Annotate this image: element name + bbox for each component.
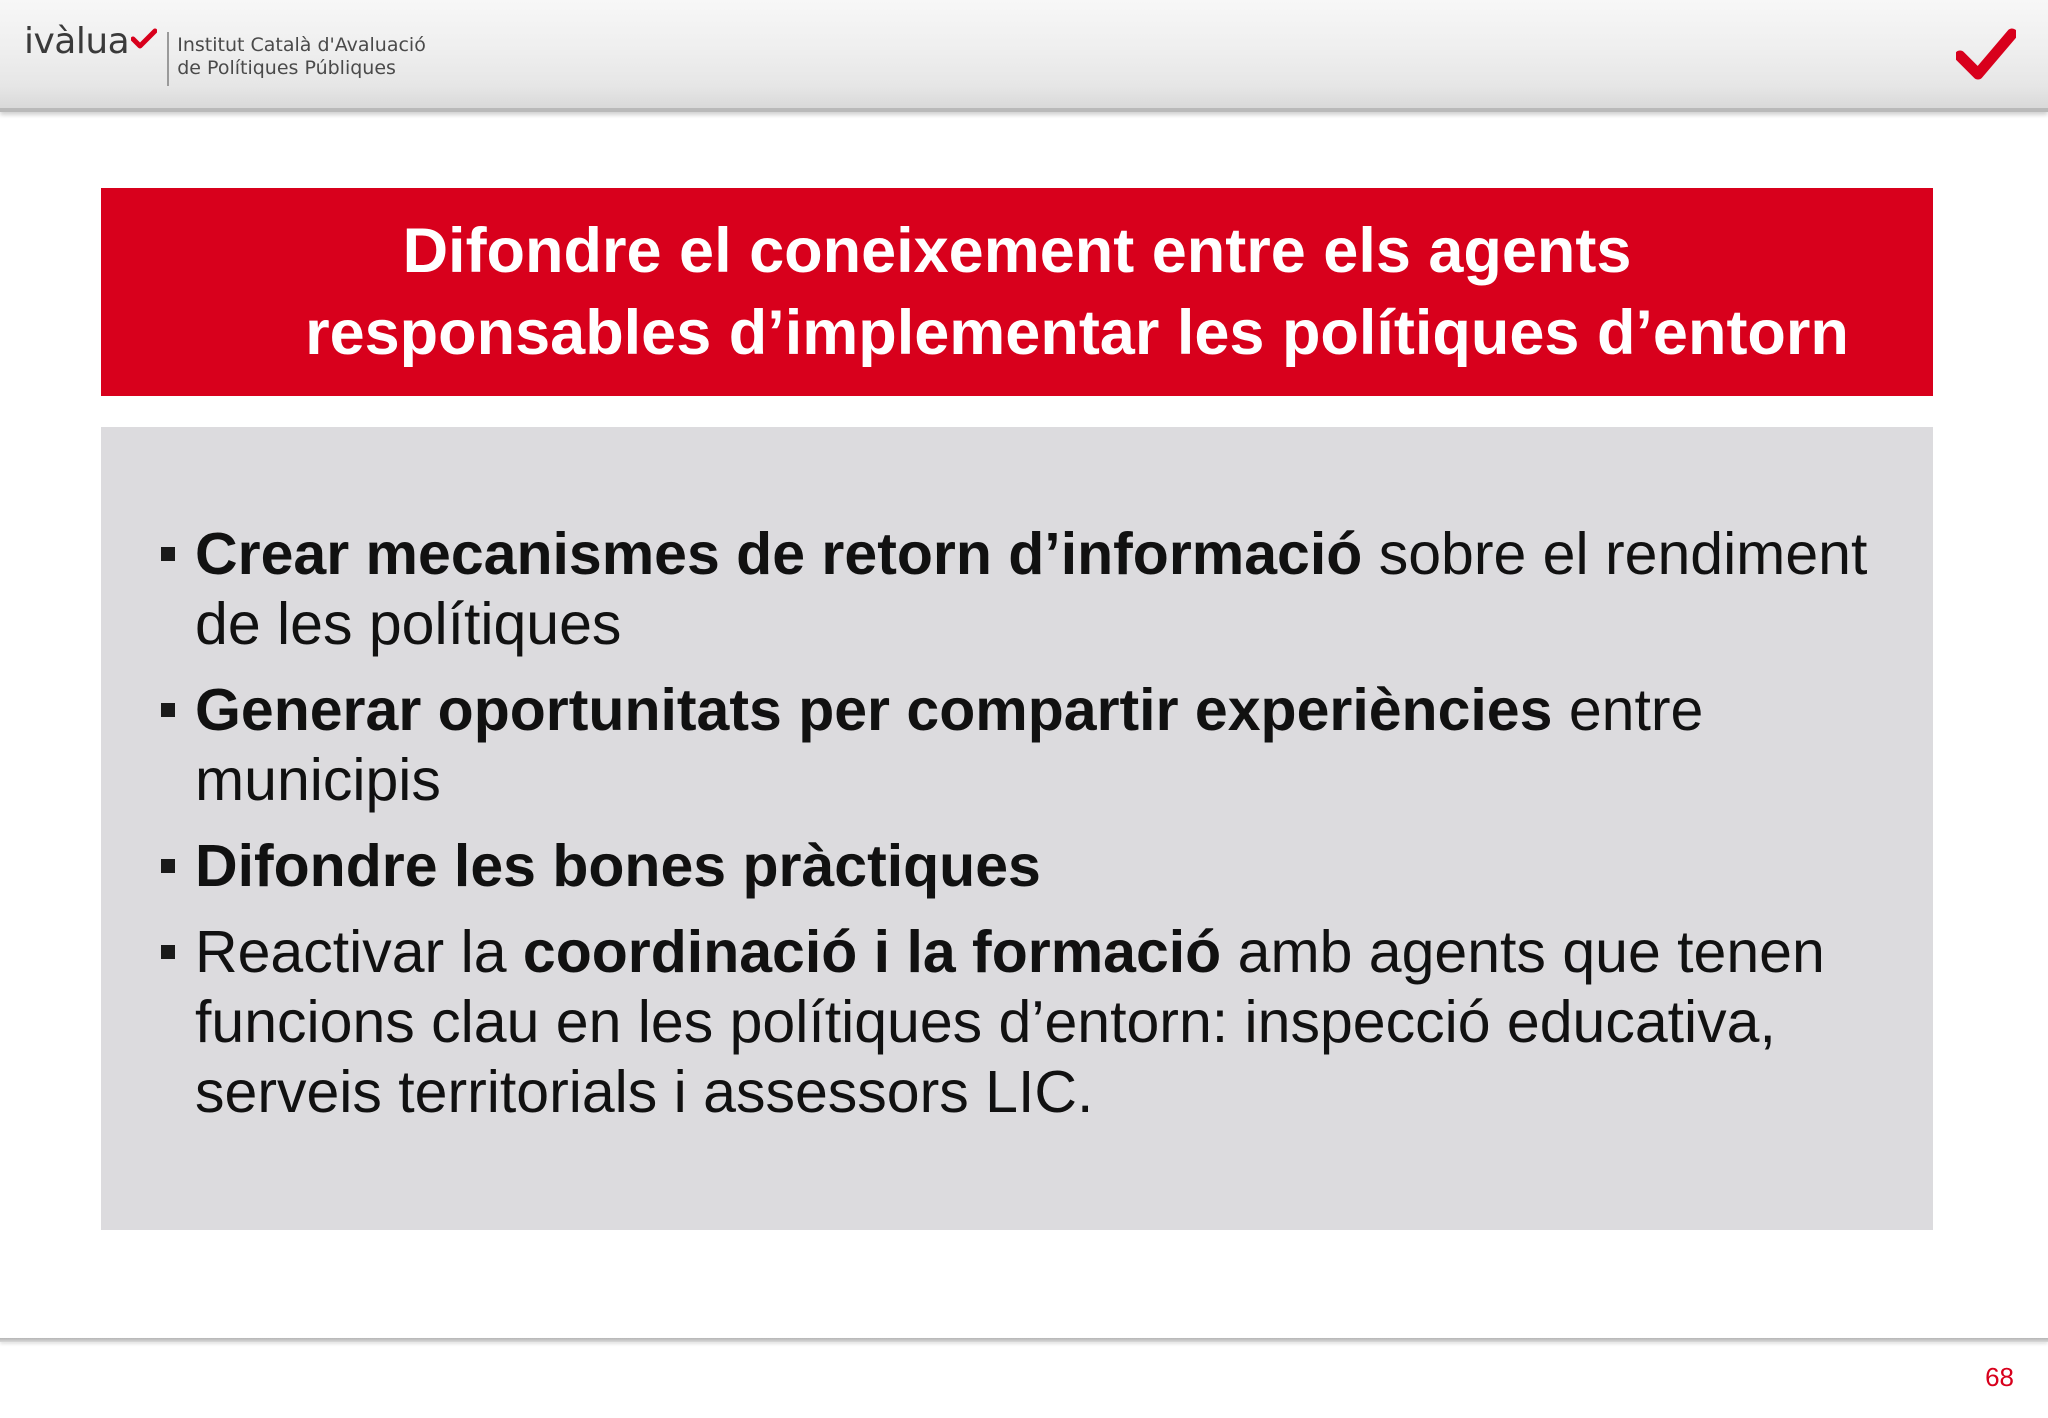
footer-divider xyxy=(0,1338,2048,1342)
bullet-marker-icon xyxy=(161,547,175,561)
bullet-item xyxy=(161,831,1901,901)
logo xyxy=(24,22,426,86)
logo-divider xyxy=(167,32,169,86)
bullet-bold-text: Crear mecanismes de retorn d’informació xyxy=(195,521,1363,587)
bullet-text: amb agents que tenen funcions clau en les polítiques d’entorn: inspecció educativa, serveis territorials i assessors LIC. xyxy=(195,919,1825,1125)
bullet-marker-icon xyxy=(161,703,175,717)
logo-wordmark xyxy=(24,22,157,62)
bullet-bold-text: coordinació i la formació xyxy=(522,919,1222,985)
institute-line-1: Institut Català d'Avaluació xyxy=(177,34,426,56)
bullet-text: entre municipis xyxy=(195,677,1704,813)
slide-title xyxy=(101,188,1933,396)
check-mark-icon xyxy=(131,28,157,50)
bullet-marker-icon xyxy=(161,945,175,959)
institute-name xyxy=(177,34,426,80)
content-panel xyxy=(101,427,1933,1230)
bullet-bold-text: Difondre les bones pràctiques xyxy=(195,833,1041,899)
bullet-item xyxy=(161,675,1901,815)
bullet-item xyxy=(161,917,1901,1127)
title-line-2: responsables d’implementar les polítiques d’entorn xyxy=(305,298,1849,368)
logo-word-text: ivàlua xyxy=(24,21,130,62)
page-number: 68 xyxy=(1985,1362,2014,1392)
bullet-item xyxy=(161,519,1901,659)
bullet-marker-icon xyxy=(161,859,175,873)
bullet-list xyxy=(161,519,1901,1143)
title-line-1: Difondre el coneixement entre els agents xyxy=(402,216,1632,286)
bullet-text: sobre el rendiment de les polítiques xyxy=(195,521,1868,657)
header-bar xyxy=(0,0,2048,112)
bullet-text: Reactivar la xyxy=(195,919,523,985)
institute-line-2: de Polítiques Públiques xyxy=(177,57,396,79)
bullet-bold-text: Generar oportunitats per compartir experiències xyxy=(195,677,1553,743)
check-mark-icon xyxy=(1956,26,2016,82)
